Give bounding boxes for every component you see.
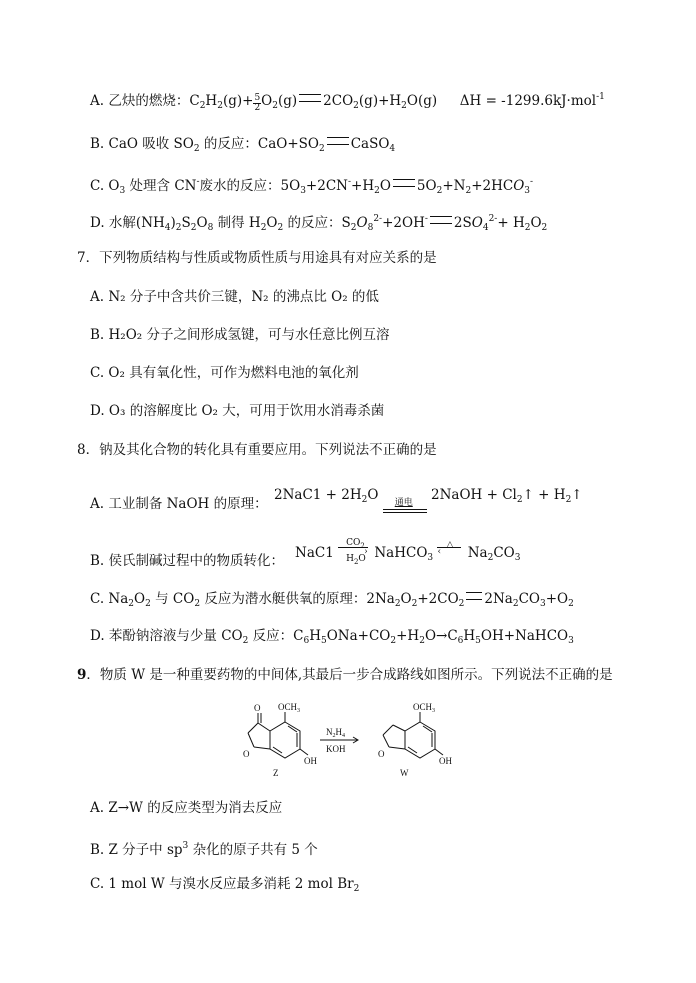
q8-stem: 8．钠及其化合物的转化具有重要应用。下列说法不正确的是 (77, 442, 437, 458)
z-oh: OH (304, 756, 317, 766)
z-keto-o: O (254, 703, 261, 713)
q6-option-a (90, 87, 605, 116)
q6-b-equation: $CaO+SO_2$ CaSO$_4$ (257, 136, 396, 154)
q6-b-label: B. CaO 吸收 $SO_2$ 的反应： (90, 136, 258, 154)
q6-d-equation: $S_2O_8^{2-}+2OH^-$ $2SO_4^{2-}+ H_2O_2$ (341, 214, 548, 233)
q9-option-c: C. 1 mol W 与溴水反应最多消耗 2 mol $Br_2$ (90, 876, 360, 894)
q9-option-b: B. Z 分子中 $sp^3$ 杂化的原子共有 5 个 (90, 841, 318, 858)
w-och3: $OCH_3$ (413, 702, 436, 714)
reagent-bottom: KOH (326, 744, 346, 754)
q7-option-d: D. O₃ 的溶解度比 O₂ 大，可用于饮用水消毒杀菌 (90, 403, 385, 419)
q6-a-equation: $C_2H_2(g)+$ $\frac{5}{2}$ $O_2(g)$ $2CO_2(g)+H_2O(g)$ (189, 93, 438, 113)
q7-option-b: B. H₂O₂ 分子之间形成氢键，可与水任意比例互溶 (90, 327, 390, 343)
q6-a-enthalpy: ΔH = -1299.6kJ·mol$^{-1}$ (459, 92, 605, 109)
q7-option-c: C. O₂ 具有氧化性，可作为燃料电池的氧化剂 (90, 365, 359, 381)
q6-d-label: D. 水解$(NH_4)_2S_2O_8$ 制得 $H_2O_2$ 的反应： (90, 215, 342, 233)
z-benzene-ring (270, 722, 300, 758)
z-ring-o: O (243, 749, 250, 759)
q9-option-a: A. Z→W 的反应类型为消去反应 (90, 800, 283, 816)
z-och3: $OCH_3$ (278, 702, 301, 714)
w-benzene-ring (405, 722, 435, 758)
reagent-top: $N_2H_4$ (326, 727, 345, 739)
q6-option-c (90, 172, 533, 201)
q6-a-label: A. 乙炔的燃烧： (90, 93, 190, 109)
q8-option-c: C. $Na_2O_2$ 与 $CO_2$ 反应为潜水艇供氧的原理：$2Na_2O_2+2CO_2$ $2Na_2CO_3+O_2$ (90, 591, 574, 609)
q8-b-cond-heat: △ (446, 540, 454, 550)
q9-stem: 9．物质 W 是一种重要药物的中间体,其最后一步合成路线如图所示。下列说法不正确的是 (77, 667, 613, 683)
q9-reaction-scheme (230, 700, 470, 780)
w-label: W (400, 768, 409, 778)
q7-stem: 7．下列物质结构与性质或物质性质与用途具有对应关系的是 (77, 250, 437, 266)
w-ring-o: O (378, 749, 385, 759)
q8-option-a-label: A. 工业制备 NaOH 的原理： (90, 496, 268, 512)
q8-b-cond-bottom: $H_2O$ (346, 554, 366, 566)
q8-b-cond-top: $CO_2$ (346, 538, 365, 550)
q8-option-b-label: B. 侯氏制碱过程中的物质转化： (90, 553, 285, 569)
q6-option-b (90, 134, 395, 159)
z-label: Z (273, 768, 279, 778)
q6-option-d (90, 209, 547, 238)
q8-option-b-equation: NaC1 $CO_2$ › $H_2O$ NaHCO$_3$ △ ‹ $Na_2CO_3$ (295, 537, 520, 568)
w-oh: OH (439, 756, 452, 766)
q6-c-equation: $5O_3+2CN^-+H_2O$ $5O_2+N_2+2HCO_3^-$ (280, 177, 534, 196)
q8-option-a-equation: $2NaC1 + 2H_2O$ 通电 2NaOH + $Cl_2↑$ + $H_2↑$ (274, 485, 583, 510)
q8-a-condition: 通电 (394, 498, 413, 508)
q7-option-a: A. N₂ 分子中含共价三键，N₂ 的沸点比 O₂ 的低 (90, 289, 379, 305)
q6-c-label: C. $O_3$ 处理含 CN-废水的反应： (90, 177, 281, 196)
q8-option-d: D. 苯酚钠溶液与少量 $CO_2$ 反应：$C_6H_5ONa+CO_2+H_2O\to C_6H_5OH+NaHCO_3$ (90, 628, 574, 646)
